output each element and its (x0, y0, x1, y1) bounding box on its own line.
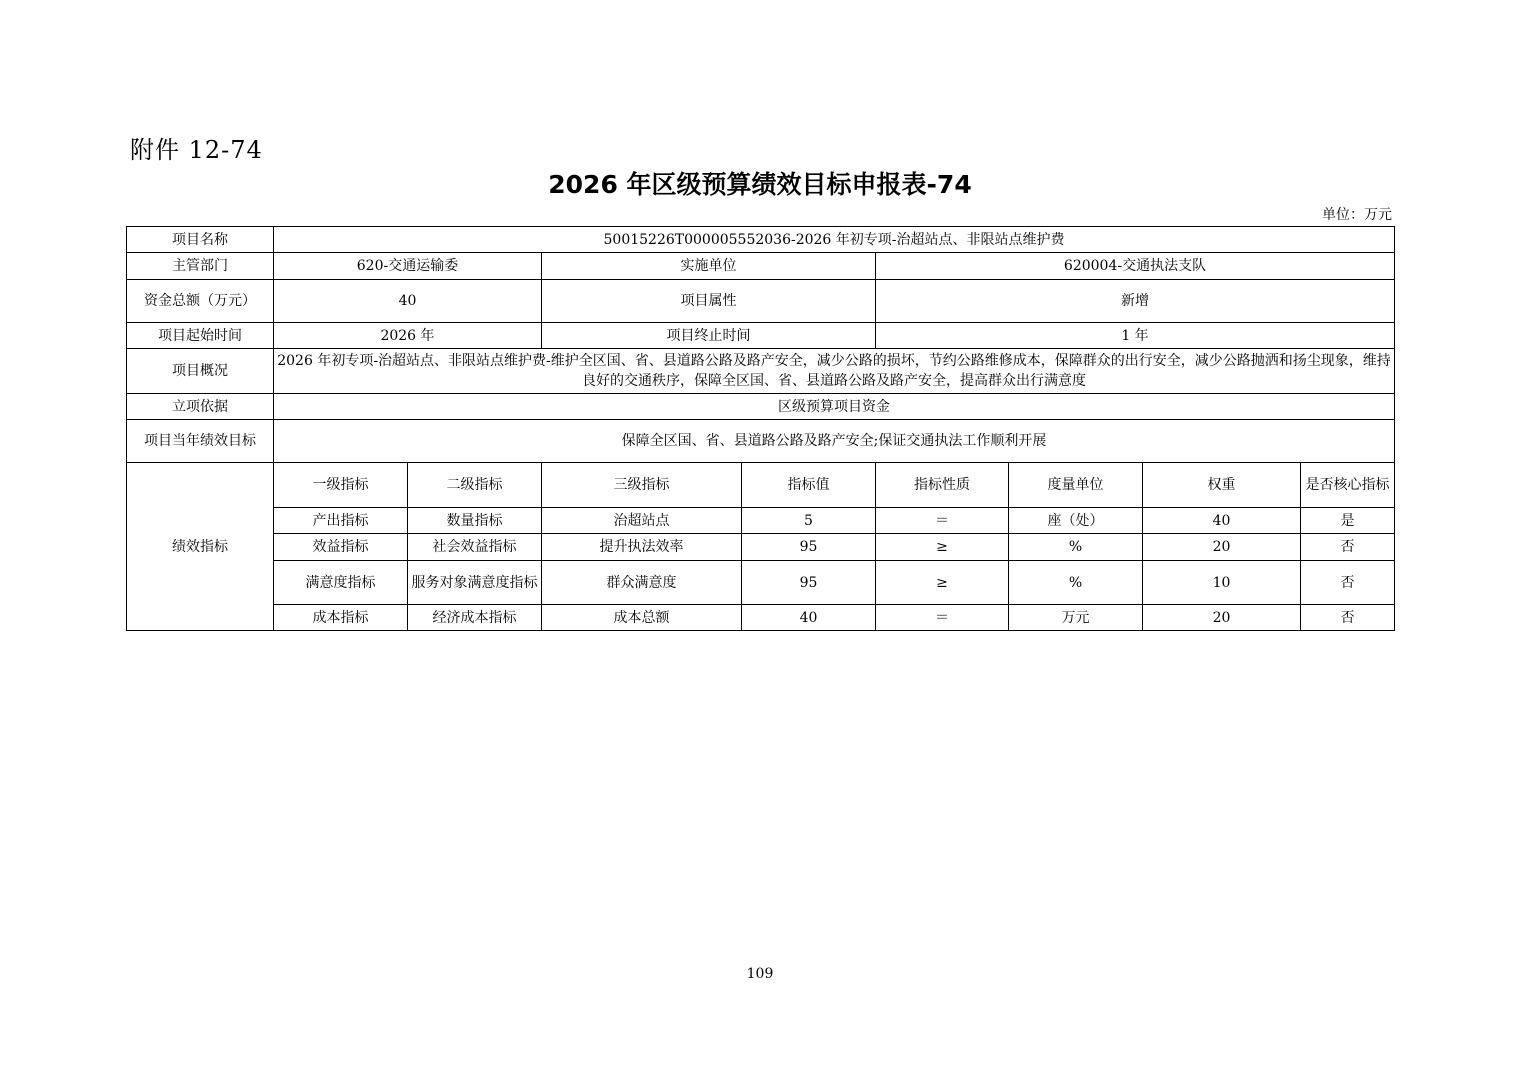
header-unit: 度量单位 (1009, 463, 1143, 508)
annual-goal-label: 项目当年绩效目标 (127, 420, 274, 463)
row-department (127, 253, 1395, 280)
indicator-row (127, 561, 1395, 605)
indicator-is-core: 否 (1301, 605, 1395, 631)
header-weight: 权重 (1143, 463, 1301, 508)
project-attribute-value: 新增 (876, 280, 1395, 323)
project-name-label: 项目名称 (127, 227, 274, 253)
indicator-is-core: 是 (1301, 508, 1395, 534)
indicator-weight: 40 (1143, 508, 1301, 534)
indicator-level3: 群众满意度 (542, 561, 742, 605)
header-nature: 指标性质 (876, 463, 1009, 508)
indicator-is-core: 否 (1301, 534, 1395, 561)
indicator-value: 95 (742, 561, 876, 605)
overview-value: 2026 年初专项-治超站点、非限站点维护费-维护全区国、省、县道路公路及路产安全，减少公路的损坏，节约公路维修成本，保障群众的出行安全，减少公路抛洒和扬尘现象，维持良好的交通秩序，保障全区国、省、县道路公路及路产安全，提高群众出行满意度 (274, 349, 1395, 394)
end-time-value: 1 年 (876, 323, 1395, 349)
row-funding (127, 280, 1395, 323)
header-level1: 一级指标 (274, 463, 408, 508)
basis-label: 立项依据 (127, 394, 274, 420)
project-attribute-label: 项目属性 (542, 280, 876, 323)
indicator-level2: 服务对象满意度指标 (408, 561, 542, 605)
indicator-row (127, 534, 1395, 561)
total-funds-value: 40 (274, 280, 542, 323)
overview-label: 项目概况 (127, 349, 274, 394)
indicator-nature: ≥ (876, 534, 1009, 561)
indicator-header-row (127, 463, 1395, 508)
indicator-level1: 产出指标 (274, 508, 408, 534)
indicator-level3: 提升执法效率 (542, 534, 742, 561)
implementing-unit-label: 实施单位 (542, 253, 876, 280)
indicator-unit: % (1009, 534, 1143, 561)
indicator-level2: 经济成本指标 (408, 605, 542, 631)
indicator-value: 95 (742, 534, 876, 561)
indicator-weight: 20 (1143, 605, 1301, 631)
department-value: 620-交通运输委 (274, 253, 542, 280)
project-name-value: 50015226T000005552036-2026 年初专项-治超站点、非限站点维护费 (274, 227, 1395, 253)
indicator-nature: ＝ (876, 508, 1009, 534)
attachment-number: 附件 12-74 (130, 136, 263, 164)
page-title: 2026 年区级预算绩效目标申报表-74 (548, 170, 972, 199)
indicator-level2: 社会效益指标 (408, 534, 542, 561)
page-number: 109 (746, 966, 774, 982)
performance-target-table (126, 226, 1395, 631)
indicator-level3: 治超站点 (542, 508, 742, 534)
indicator-level1: 成本指标 (274, 605, 408, 631)
indicator-level1: 效益指标 (274, 534, 408, 561)
indicator-nature: ＝ (876, 605, 1009, 631)
indicator-weight: 20 (1143, 534, 1301, 561)
total-funds-label: 资金总额（万元） (127, 280, 274, 323)
indicator-unit: % (1009, 561, 1143, 605)
basis-value: 区级预算项目资金 (274, 394, 1395, 420)
row-overview (127, 349, 1395, 394)
header-level3: 三级指标 (542, 463, 742, 508)
annual-goal-value: 保障全区国、省、县道路公路及路产安全;保证交通执法工作顺利开展 (274, 420, 1395, 463)
indicator-row (127, 508, 1395, 534)
header-is-core: 是否核心指标 (1301, 463, 1395, 508)
end-time-label: 项目终止时间 (542, 323, 876, 349)
unit-label: 单位：万元 (1322, 207, 1392, 223)
indicator-value: 40 (742, 605, 876, 631)
header-level2: 二级指标 (408, 463, 542, 508)
indicator-level1: 满意度指标 (274, 561, 408, 605)
indicator-unit: 座（处） (1009, 508, 1143, 534)
indicator-nature: ≥ (876, 561, 1009, 605)
row-basis (127, 394, 1395, 420)
row-project-name (127, 227, 1395, 253)
indicators-section-label: 绩效指标 (127, 463, 274, 631)
indicator-row (127, 605, 1395, 631)
department-label: 主管部门 (127, 253, 274, 280)
row-annual-goal (127, 420, 1395, 463)
start-time-value: 2026 年 (274, 323, 542, 349)
indicator-level3: 成本总额 (542, 605, 742, 631)
indicator-is-core: 否 (1301, 561, 1395, 605)
start-time-label: 项目起始时间 (127, 323, 274, 349)
implementing-unit-value: 620004-交通执法支队 (876, 253, 1395, 280)
indicator-unit: 万元 (1009, 605, 1143, 631)
indicator-level2: 数量指标 (408, 508, 542, 534)
indicator-value: 5 (742, 508, 876, 534)
indicator-weight: 10 (1143, 561, 1301, 605)
header-value: 指标值 (742, 463, 876, 508)
row-period (127, 323, 1395, 349)
